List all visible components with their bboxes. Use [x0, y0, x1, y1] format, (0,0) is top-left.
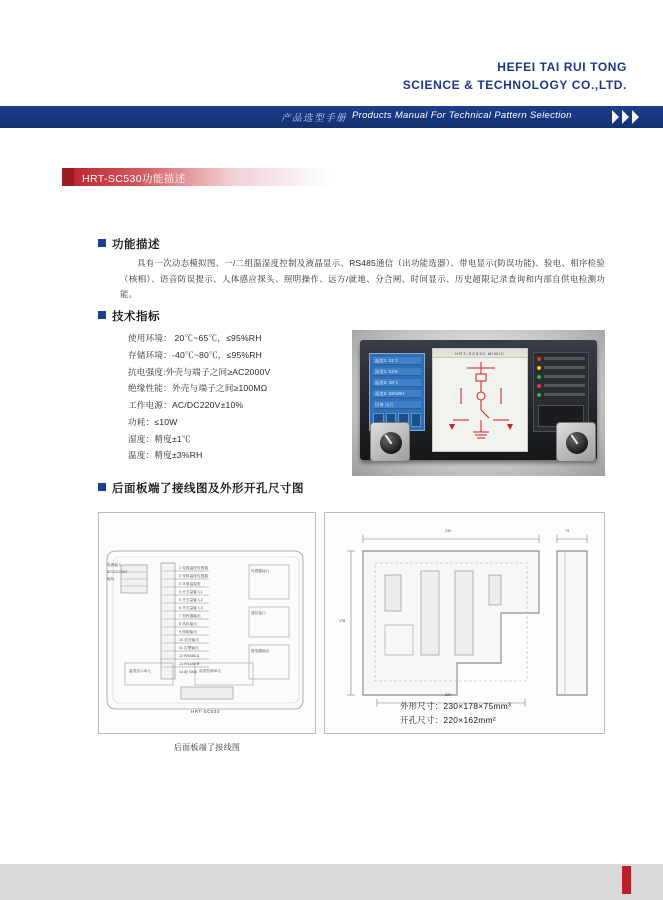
rotary-pointer-icon	[570, 434, 578, 444]
lcd-row: 湿度2: 55%RH	[373, 390, 421, 398]
bullet-square-icon	[98, 311, 106, 319]
terminal-label: 9 照明输出	[179, 630, 197, 634]
technical-spec-list	[128, 330, 388, 464]
wiring-diagram-caption: 后面板端了接线图	[173, 743, 241, 752]
spec-item: 抗电强度:外壳与端子之间≥AC2000V	[128, 366, 271, 377]
bullet-square-icon	[98, 239, 106, 247]
led-row	[537, 373, 585, 380]
lcd-display	[369, 353, 425, 431]
spec-item: 工作电源：AC/DC220V±10%	[128, 400, 244, 410]
terminal-label: 13 RS485 B	[179, 662, 200, 666]
title-accent-block	[62, 168, 74, 186]
header-bar-chinese-text: 产品选型手册	[281, 113, 348, 124]
terminal-label: 1 电缆温度传感器	[179, 566, 209, 570]
chevron-right-icon	[632, 110, 639, 124]
device-front-panel	[360, 340, 597, 460]
section-heading-function-description	[98, 236, 160, 252]
spec-item: 使用环境： 20℃~65℃，≤95%RH	[128, 333, 262, 343]
cutout-dimension-text: 开孔尺寸：220×162mm²	[400, 715, 496, 725]
wiring-left-label: 地线	[107, 577, 115, 581]
rear-panel-wiring-diagram	[98, 512, 316, 734]
dimension-depth-value: 75	[565, 529, 570, 533]
led-label	[544, 357, 585, 360]
led-label	[544, 375, 585, 378]
terminal-label: 4 开关量输入1	[179, 590, 203, 594]
lcd-row: 湿度1: 52%	[373, 368, 421, 376]
terminal-label: 5 开关量输入2	[179, 598, 203, 602]
terminal-label: 10 语音输出	[179, 638, 200, 642]
company-name-line-2: SCIENCE & TECHNOLOGY CO.,LTD.	[402, 78, 627, 92]
indicator-led-column	[533, 352, 589, 432]
dimension-left-value: 178	[339, 619, 346, 623]
led-row	[537, 382, 585, 389]
spec-item: 湿度：精度±1℃	[128, 433, 191, 444]
terminal-label: 14 地 GND	[179, 670, 198, 674]
lcd-button[interactable]	[411, 413, 422, 427]
footer-accent-block	[622, 866, 631, 894]
spec-item: 功耗：≤10W	[128, 416, 178, 427]
outline-dimension-text: 外形尺寸：230×178×75mm³	[400, 701, 512, 711]
section-heading-label: 技术指标	[112, 311, 160, 323]
led-label	[544, 393, 585, 396]
led-label	[544, 384, 585, 387]
section-heading-wiring-and-dimensions	[98, 480, 304, 496]
wiring-right-label: 传感器接口	[251, 569, 270, 573]
led-indicator	[537, 366, 541, 370]
led-row	[537, 391, 585, 398]
section-heading-technical-specs	[98, 308, 160, 324]
one-line-mimic-diagram	[432, 348, 528, 452]
right-rotary-switch[interactable]	[556, 422, 596, 462]
led-indicator	[537, 357, 541, 361]
lcd-row: 设备 运行	[373, 401, 421, 409]
dimension-top-value: 230	[445, 529, 452, 533]
led-indicator	[537, 384, 541, 388]
model-tag: HRT-SC530	[191, 709, 220, 714]
product-photo	[352, 330, 605, 476]
terminal-label: 3 环境温湿度	[179, 582, 201, 586]
dimension-cutout-value: 220	[445, 693, 452, 697]
function-description-paragraph: 具有一次动态模拟图、一/二组温湿度控制及液晶显示、RS485通信（出功能选器）、带电显示(防误功能)、验电、相序检验（核相）、语音防误提示、人体感应探头、照明操作、远方/就地、分合闸、时间显示、历史超限记录查询和内部自供电检测功能。	[120, 258, 605, 300]
company-name-block	[403, 58, 627, 94]
led-indicator	[537, 393, 541, 397]
chevron-right-icon	[622, 110, 629, 124]
led-row	[537, 355, 585, 362]
spec-item: 存储环境：-40℃~80℃，≤95%RH	[128, 349, 263, 360]
led-row	[537, 364, 585, 371]
wiring-bottom-label: 湿度控制单元	[199, 669, 222, 673]
page-title-band	[62, 168, 332, 186]
mimic-diagram-header: HRT-SC530 MIMIC	[433, 349, 527, 358]
led-indicator	[537, 375, 541, 379]
wiring-left-label: AC/DC220V	[107, 570, 128, 574]
lcd-row: 温度1: 31℃	[373, 357, 421, 365]
spec-item: 绝缘性能：外壳与端子之间≥100MΩ	[128, 383, 268, 394]
led-label	[544, 366, 585, 369]
lcd-row: 温度2: 30℃	[373, 379, 421, 387]
section-heading-label: 后面板端了接线图及外形开孔尺寸图	[112, 483, 304, 495]
chevron-right-icon	[612, 110, 619, 124]
mimic-schematic-svg	[433, 358, 529, 452]
rotary-pointer-icon	[384, 434, 392, 444]
terminal-label: 8 风机输出	[179, 622, 197, 626]
wiring-diagram-svg	[99, 513, 315, 733]
wiring-left-label: 电源输入	[107, 563, 122, 567]
terminal-label: 6 开关量输入3	[179, 606, 203, 610]
wiring-right-label: 继电器输出	[251, 649, 270, 653]
terminal-label: 2 母排温度传感器	[179, 574, 209, 578]
wiring-right-label: 通信接口	[251, 611, 266, 615]
terminal-label: 11 告警输出	[179, 646, 199, 650]
header-bar-english-text: Products Manual For Technical Pattern Selection	[352, 110, 572, 121]
section-heading-label: 功能描述	[112, 239, 160, 251]
left-rotary-switch[interactable]	[370, 422, 410, 462]
bullet-square-icon	[98, 483, 106, 491]
header-blue-bar	[0, 106, 663, 128]
page-title: HRT-SC530功能描述	[82, 173, 186, 185]
wiring-bottom-label: 温度显示单元	[129, 669, 152, 673]
terminal-label: 12 RS485 A	[179, 654, 200, 658]
company-name-line-1: HEFEI TAI RUI TONG	[497, 60, 627, 74]
footer-bar	[0, 864, 663, 900]
spec-item: 温度：精度±3%RH	[128, 450, 203, 461]
terminal-label: 7 加热器输出	[179, 614, 201, 618]
